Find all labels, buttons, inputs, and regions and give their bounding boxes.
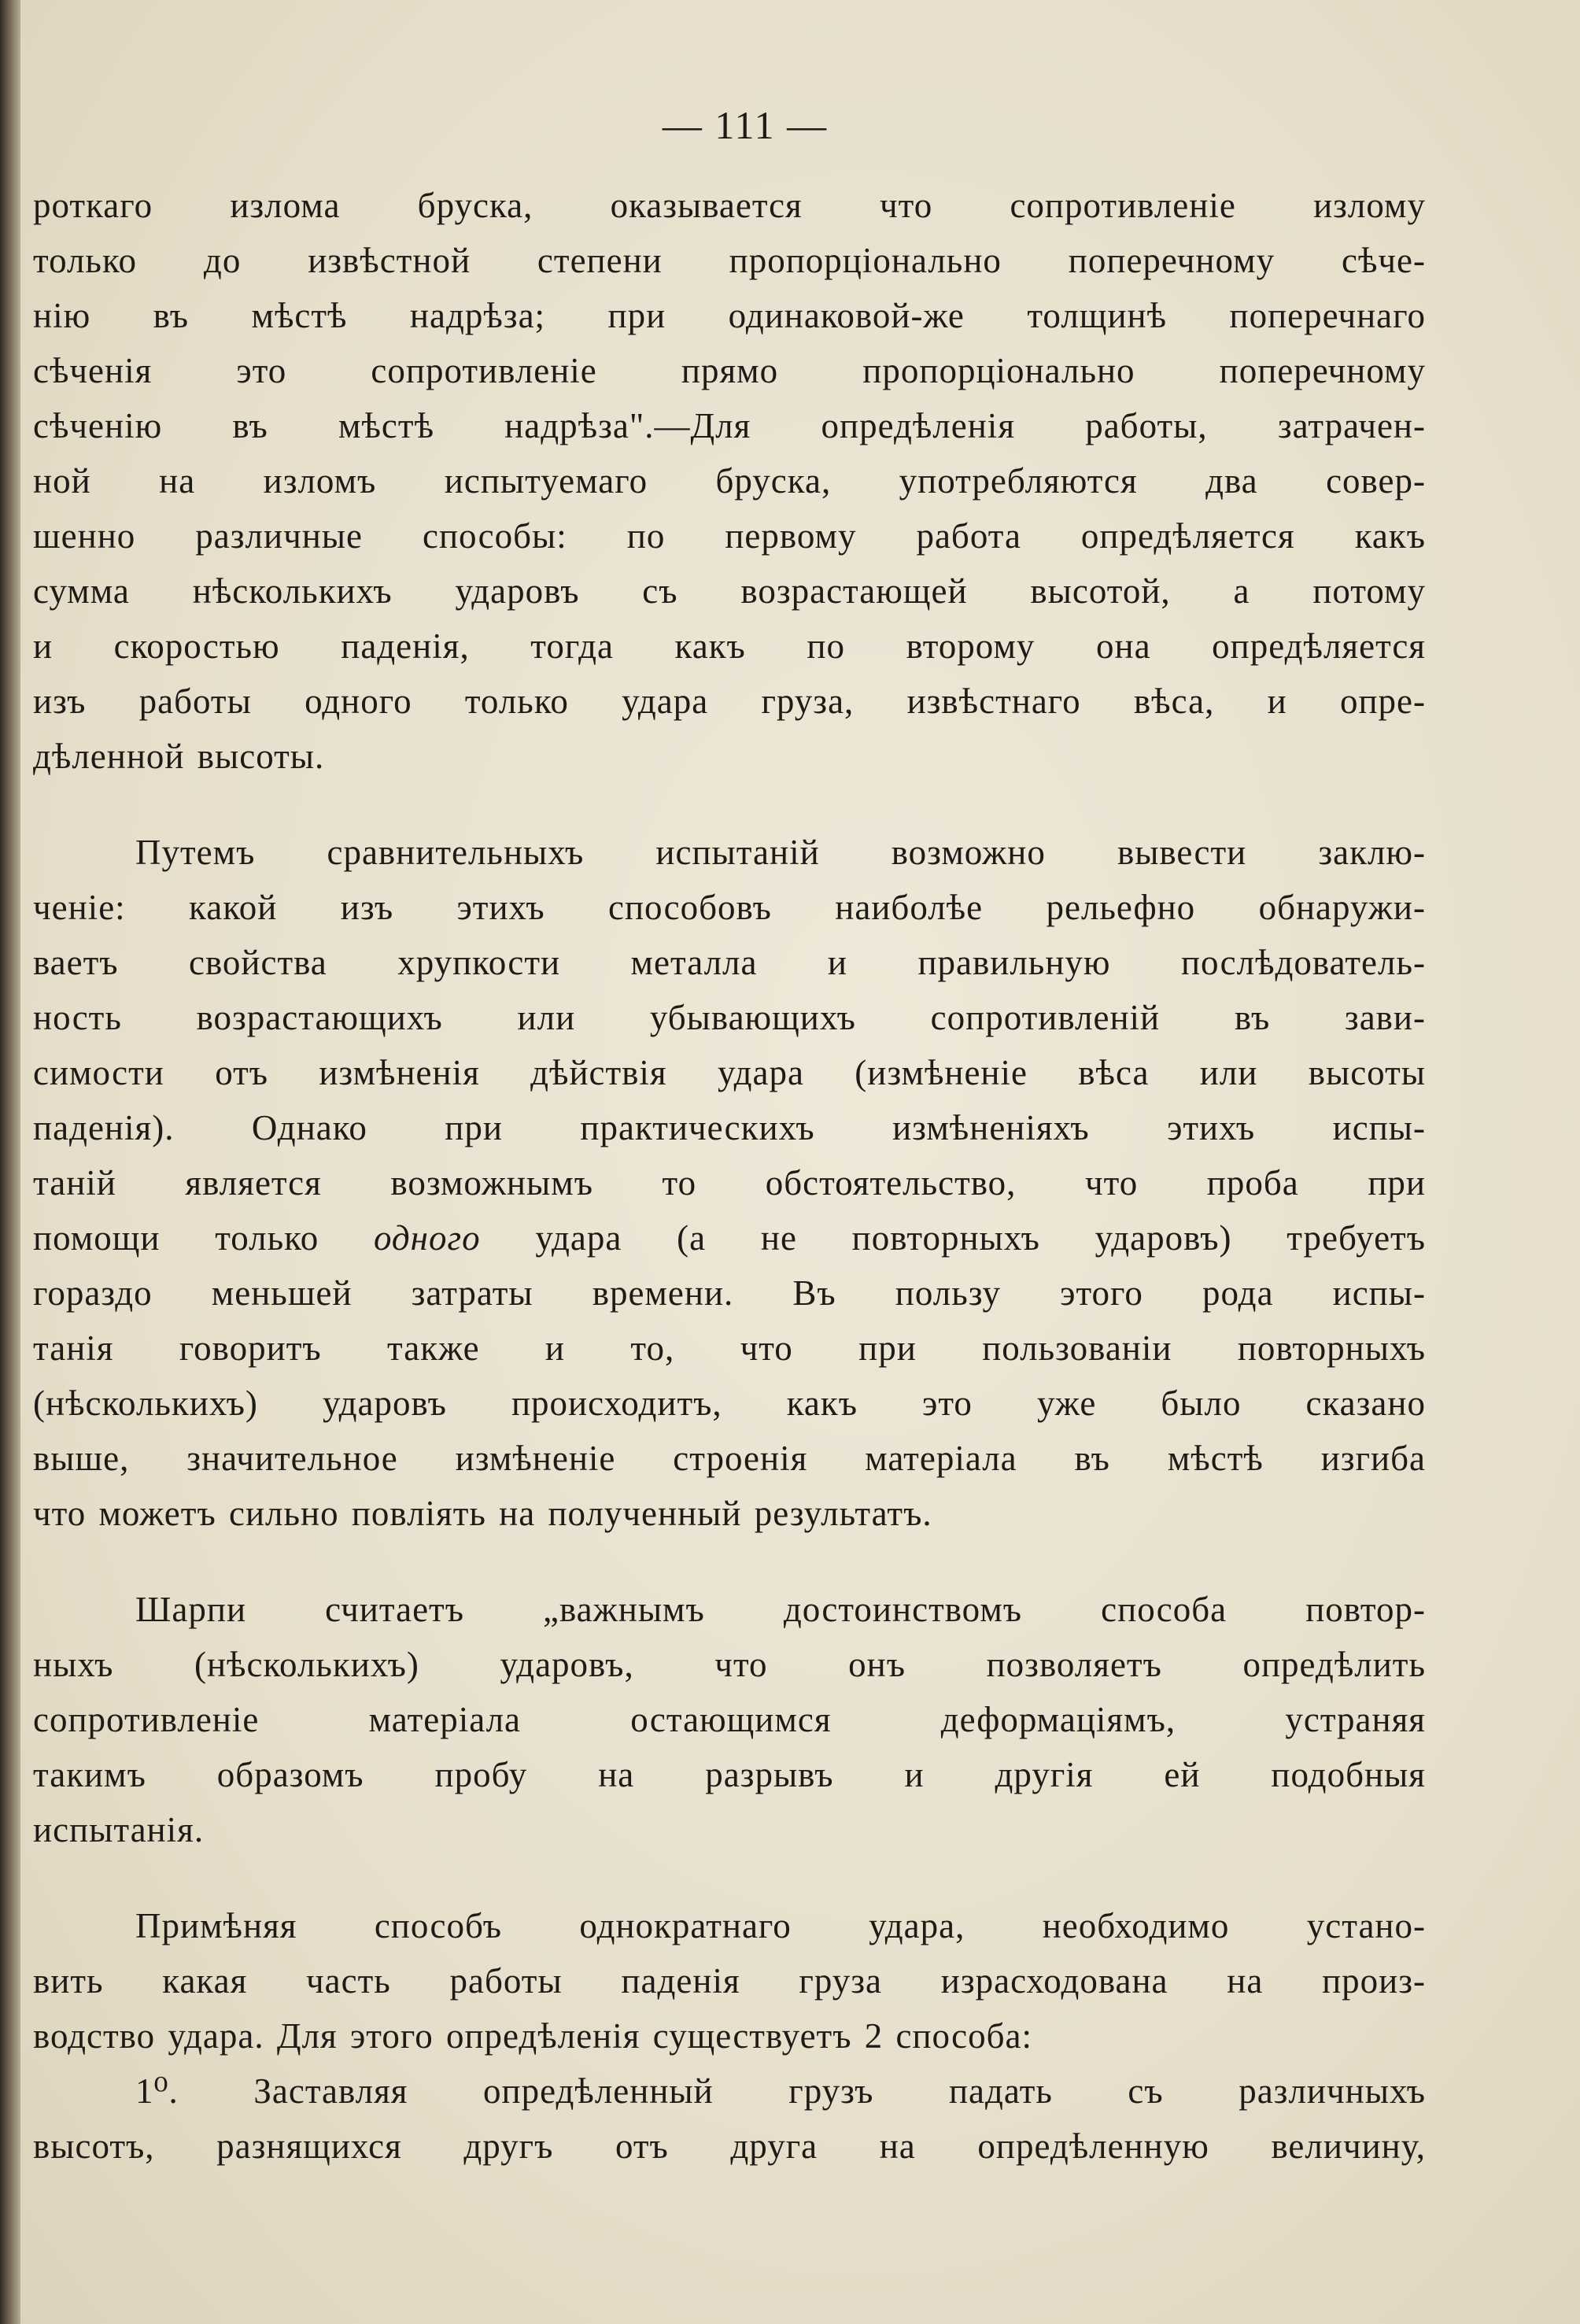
text-line: гораздо меньшей затраты времени. Въ пользу этого рода испы- (33, 1273, 1426, 1313)
paragraph-2 (33, 825, 1426, 1541)
text-line: такимъ образомъ пробу на разрывъ и другія ей подобныя (33, 1755, 1426, 1794)
text-line: сумма нѣсколькихъ ударовъ съ возрастающей высотой, а потому (33, 571, 1426, 611)
text-line: высотъ, разнящихся другъ отъ друга на опредѣленную величину, (33, 2126, 1426, 2166)
page-number: — 111 — (662, 103, 829, 147)
text-line: изъ работы одного только удара груза, извѣстнаго вѣса, и опре- (33, 682, 1426, 721)
book-spine-shadow (0, 0, 20, 2324)
text-line: что можетъ сильно повліять на полученный результатъ. (33, 1494, 932, 1533)
paragraph-3 (33, 1582, 1426, 1857)
italic-word: одного (374, 1218, 481, 1258)
text-line: ныхъ (нѣсколькихъ) ударовъ, что онъ позволяетъ опредѣлить (33, 1645, 1426, 1684)
text-line: ной на изломъ испытуемаго бруска, употребляются два совер- (33, 461, 1426, 501)
text-line: Примѣняя способъ однократнаго удара, необходимо устано- (135, 1906, 1426, 1945)
text-run: удара (а не повторныхъ ударовъ) требуетъ (480, 1218, 1426, 1258)
text-line: нію въ мѣстѣ надрѣза; при одинаковой-же толщинѣ поперечнаго (33, 296, 1426, 335)
text-line: сѣченію въ мѣстѣ надрѣза".—Для опредѣленія работы, затрачен- (33, 406, 1426, 445)
paragraph-1 (33, 178, 1426, 784)
text-line: таній является возможнымъ то обстоятельство, что проба при (33, 1163, 1426, 1203)
text-line: испытанія. (33, 1810, 205, 1849)
paragraph-4 (33, 1898, 1426, 2174)
text-line: (нѣсколькихъ) ударовъ происходитъ, какъ это уже было сказано (33, 1384, 1426, 1423)
text-line: Путемъ сравнительныхъ испытаній возможно вывести заклю- (135, 833, 1426, 872)
text-line: дѣленной высоты. (33, 737, 325, 776)
text-line-with-italic (33, 1210, 1426, 1265)
text-line: сѣченія это сопротивленіе прямо пропорціонально поперечному (33, 351, 1426, 390)
text-line: ваетъ свойства хрупкости металла и правильную послѣдователь- (33, 943, 1426, 982)
paragraph-gap (33, 1541, 1426, 1582)
text-line: паденія). Однако при практическихъ измѣненіяхъ этихъ испы- (33, 1108, 1426, 1147)
text-line: только до извѣстной степени пропорціонально поперечному сѣче- (33, 241, 1426, 280)
text-line: симости отъ измѣненія дѣйствія удара (измѣненіе вѣса или высоты (33, 1053, 1426, 1092)
text-line: сопротивленіе матеріала остающимся деформаціямъ, устраняя (33, 1700, 1426, 1739)
text-line: и скоростью паденія, тогда какъ по второму она опредѣляется (33, 626, 1426, 666)
page-content (33, 102, 1426, 2174)
text-line: Шарпи считаетъ „важнымъ достоинствомъ способа повтор- (135, 1590, 1426, 1629)
text-line: роткаго излома бруска, оказывается что сопротивленіе излому (33, 186, 1426, 225)
text-line: водство удара. Для этого опредѣленія существуетъ 2 способа: (33, 2016, 1033, 2056)
text-line: танія говоритъ также и то, что при пользованіи повторныхъ (33, 1328, 1426, 1368)
paragraph-gap (33, 1857, 1426, 1898)
text-line: шенно различные способы: по первому работа опредѣляется какъ (33, 516, 1426, 556)
numbered-item-line: 1⁰. Заставляя опредѣленный грузъ падать съ различныхъ (135, 2071, 1426, 2111)
text-line: выше, значительное измѣненіе строенія матеріала въ мѣстѣ изгиба (33, 1439, 1426, 1478)
text-line: вить какая часть работы паденія груза израсходована на произ- (33, 1961, 1426, 2001)
paragraph-gap (33, 784, 1426, 825)
text-line: ченіе: какой изъ этихъ способовъ наиболѣе рельефно обнаружи- (33, 888, 1426, 927)
text-line: ность возрастающихъ или убывающихъ сопротивленій въ зави- (33, 998, 1426, 1037)
text-run: помощи только (33, 1218, 375, 1258)
